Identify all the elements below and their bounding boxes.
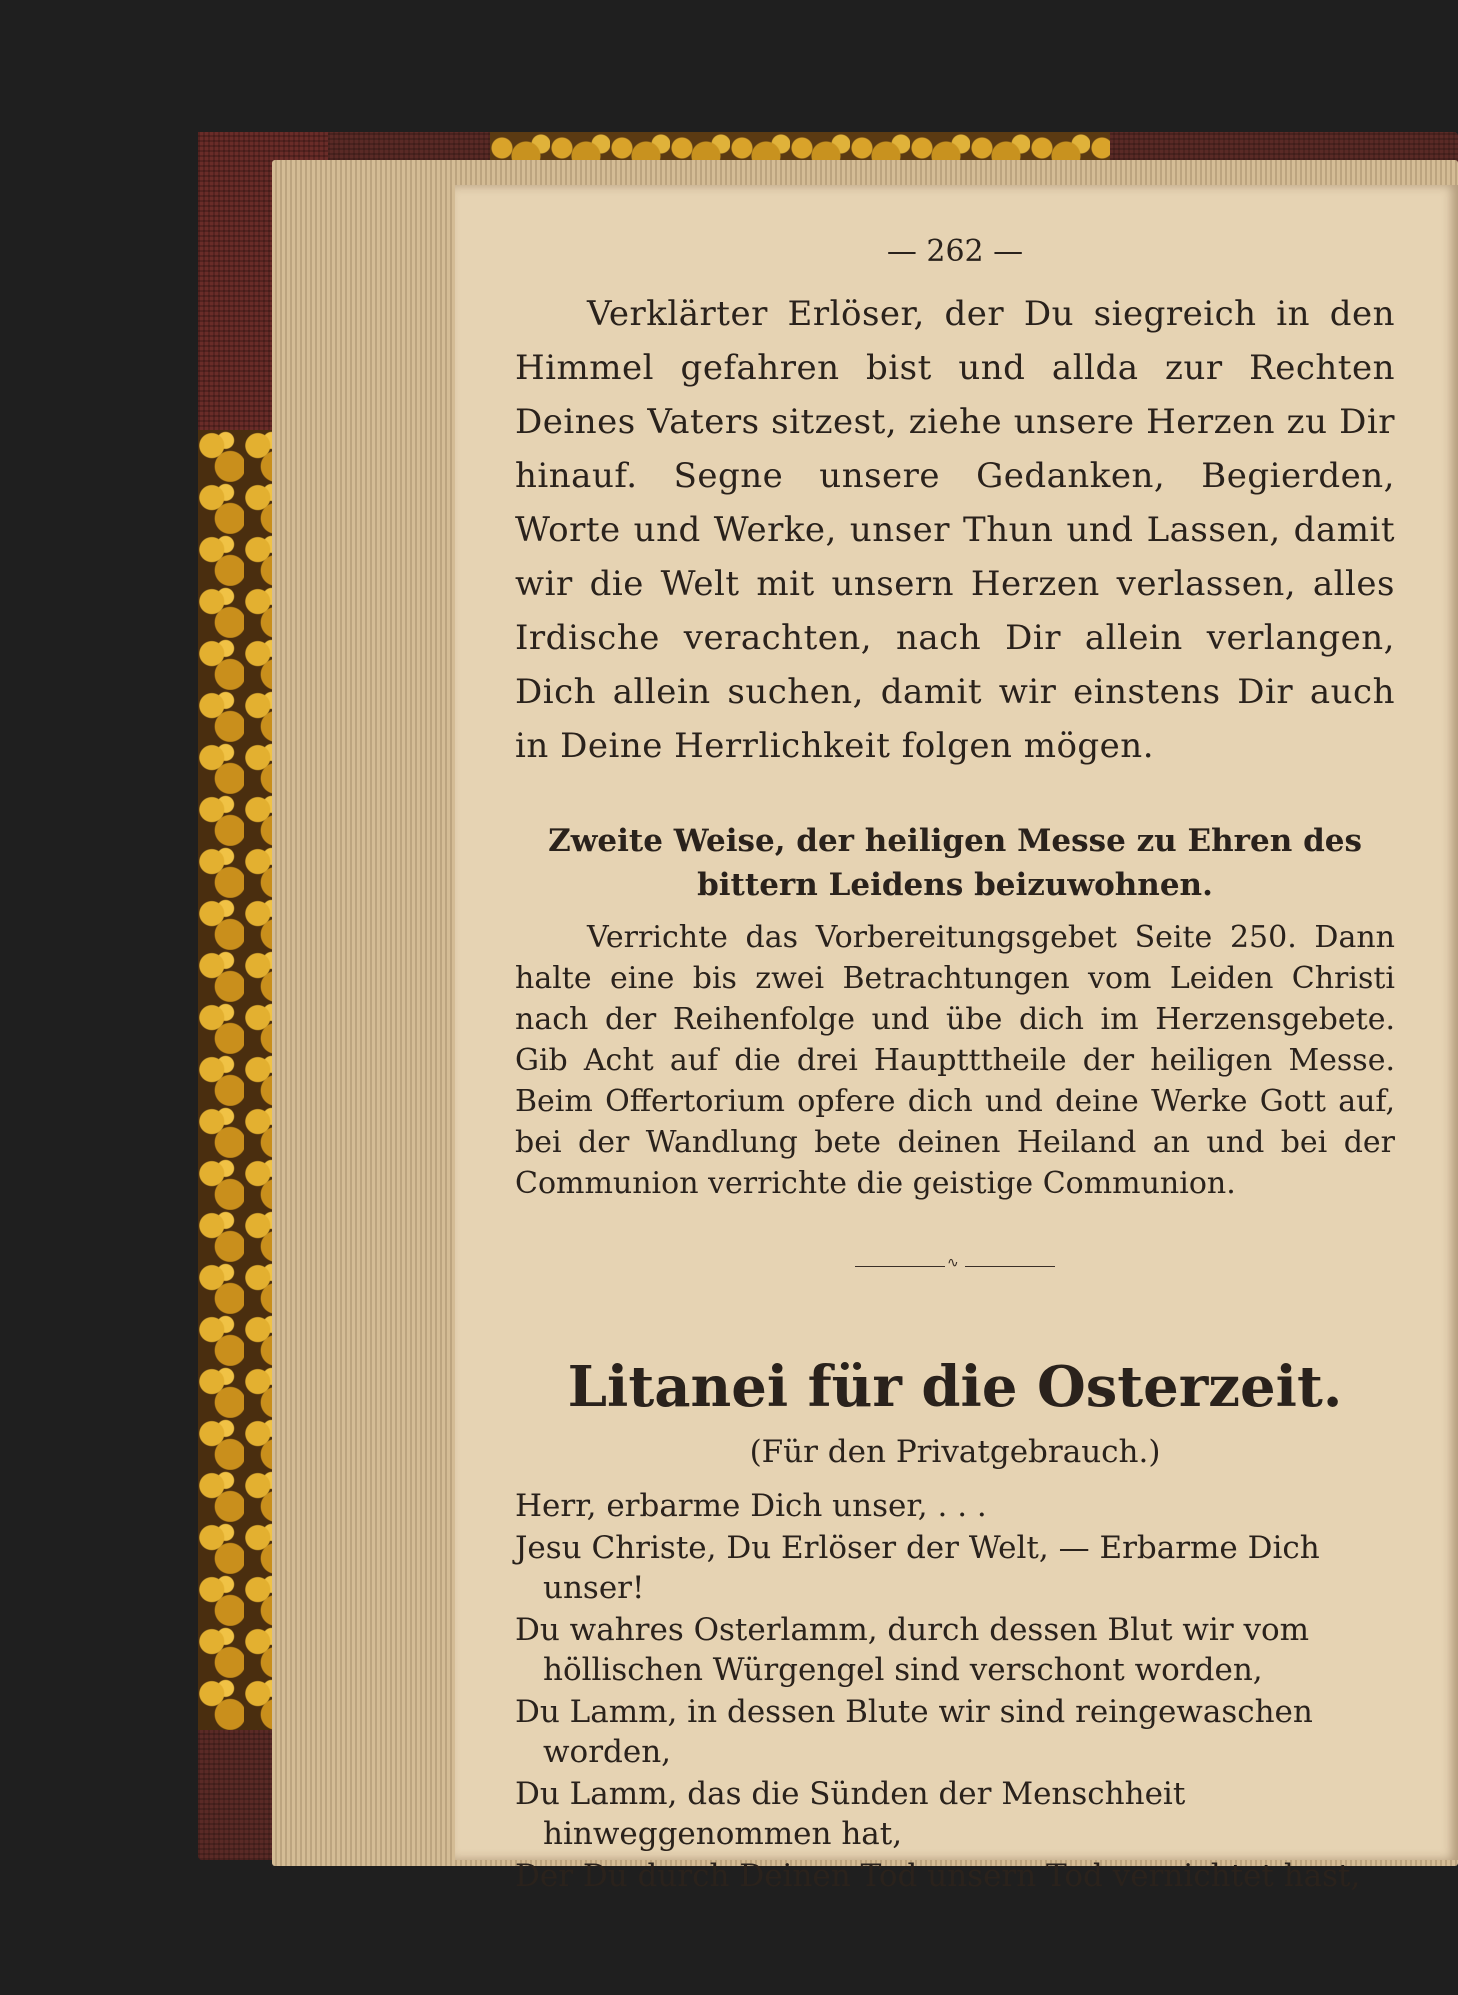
- page-number: — 262 —: [886, 234, 1024, 269]
- divider-ornament-icon: ∿: [947, 1255, 959, 1271]
- prayer-text: Verklärter Erlöser, der Du siegreich in den Himmel gefahren bist und allda zur Rechten Deines Vaters sitzest, ziehe unsere Herzen zu Dir hinauf. Segne unsere Gedanken, Begierden, Worte und Werke, unser Thun und Lassen, damit wir die Welt mit unsern Herzen verlassen, alles Irdische verachten, nach Dir allein verlangen, Dich allein suchen, damit wir einstens Dir auch in Deine Herrlichkeit folgen mögen.: [515, 294, 1395, 766]
- litany-line: Du wahres Osterlamm, durch dessen Blut wir vom höllischen Würgengel sind verschont worden,: [515, 1612, 1310, 1688]
- litany-subtitle: (Für den Privatgebrauch.): [749, 1434, 1161, 1470]
- litany-title: Litanei für die Osterzeit.: [567, 1354, 1343, 1420]
- litany-line: Du Lamm, in dessen Blute wir sind reingewaschen worden,: [515, 1694, 1313, 1770]
- ornamental-divider: [855, 1255, 1055, 1274]
- litany-list: [515, 1486, 1395, 1896]
- litany-line: Du Lamm, das die Sünden der Menschheit hinweggenommen hat,: [515, 1776, 1186, 1852]
- marbled-endpaper-left: [198, 430, 276, 1730]
- section-text: Verrichte das Vorbereitungsgebet Seite 250. Dann halte eine bis zwei Betrachtungen vom Leiden Christi nach der Reihenfolge und übe dich im Herzensgebete. Gib Acht auf die drei Hauptttheile der heiligen Messe. Beim Offertorium opfere dich und deine Werke Gott auf, bei der Wandlung bete deinen Heiland an und bei der Communion verrichte die geistige Communion.: [515, 920, 1395, 1201]
- section-paragraph: [515, 917, 1395, 1204]
- page-content: [515, 228, 1395, 1894]
- litany-line: Jesu Christe, Du Erlöser der Welt, — Erbarme Dich unser!: [515, 1530, 1320, 1606]
- prayer-paragraph: [515, 287, 1395, 773]
- section-heading: Zweite Weise, der heiligen Messe zu Ehren des bittern Leidens beizuwohnen.: [548, 823, 1362, 903]
- litany-line: Herr, erbarme Dich unser, . . .: [515, 1488, 987, 1524]
- litany-line: Der Du durch Deinen Tod unsern Tod vernichtet hast,: [515, 1858, 1361, 1894]
